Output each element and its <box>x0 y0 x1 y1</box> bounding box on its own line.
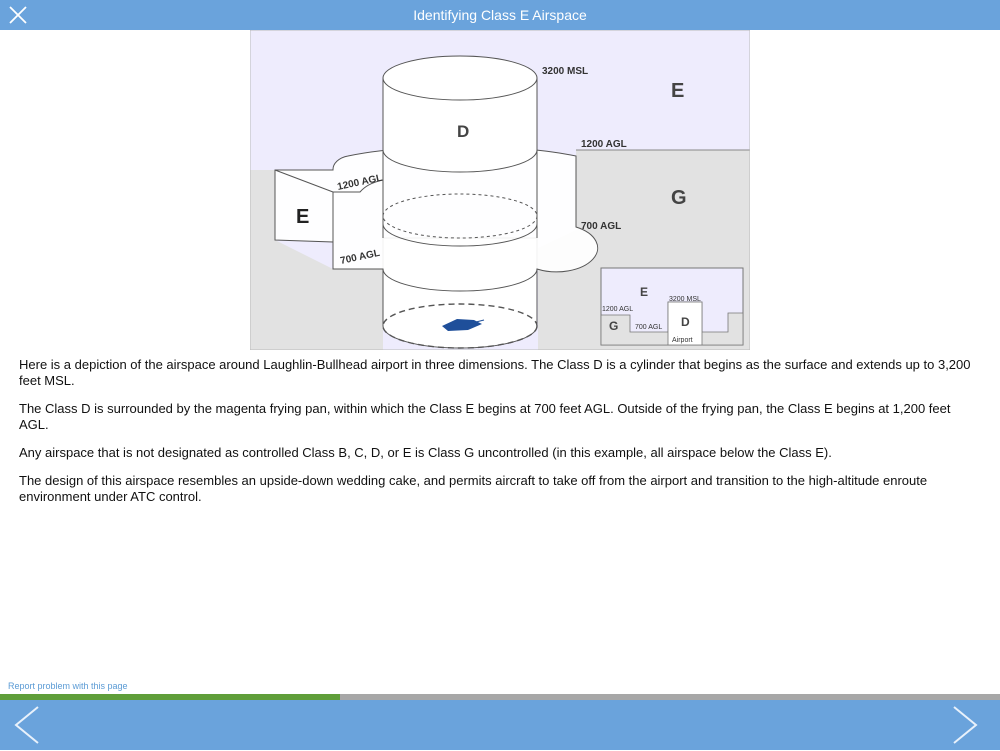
paragraph: The design of this airspace resembles an upside-down wedding cake, and permits aircraft to take off from the airport and transition to the high-altitude enroute environment under ATC control. <box>19 473 928 504</box>
label-3200-msl: 3200 MSL <box>542 66 589 77</box>
inset-label-700-agl: 700 AGL <box>635 324 663 331</box>
header-bar <box>0 0 1000 30</box>
previous-page-button[interactable] <box>10 704 44 746</box>
inset-label-class-e: E <box>640 285 649 299</box>
label-1200-agl-left: 1200 AGL <box>336 172 384 193</box>
label-class-d: D <box>457 122 470 141</box>
inset-label-3200-msl: 3200 MSL <box>669 296 701 303</box>
page-title: Identifying Class E Airspace <box>413 7 587 23</box>
paragraph: Any airspace that is not designated as controlled Class B, C, D, or E is Class G uncontrolled (in this example, all airspace below the Class E). <box>19 445 832 460</box>
airspace-diagram <box>250 30 750 350</box>
inset-diagram <box>601 268 743 345</box>
inset-label-class-g: G <box>609 319 619 333</box>
next-page-button[interactable] <box>948 704 982 746</box>
label-class-e-left: E <box>296 206 310 228</box>
chevron-right-icon <box>948 704 982 746</box>
inset-label-class-d: D <box>681 315 690 329</box>
bottom-nav-bar <box>0 700 1000 750</box>
label-1200-agl-right: 1200 AGL <box>581 139 627 150</box>
label-class-e-top: E <box>671 80 685 102</box>
label-700-agl-right: 700 AGL <box>581 221 622 232</box>
report-problem-link[interactable]: Report problem with this page <box>8 681 128 691</box>
label-700-agl-left: 700 AGL <box>339 247 381 267</box>
paragraph: The Class D is surrounded by the magenta frying pan, within which the Class E begins at 700 feet AGL. Outside of the frying pan, the Class E begins at 1,200 feet AGL. <box>19 401 951 432</box>
paragraph: Here is a depiction of the airspace around Laughlin-Bullhead airport in three dimensions. The Class D is a cylinder that begins as the surface and extends up to 3,200 feet MSL. <box>19 357 971 388</box>
label-class-g: G <box>671 187 687 209</box>
inset-label-airport: Airport <box>672 337 693 344</box>
lesson-text <box>19 357 981 517</box>
inset-label-1200-agl: 1200 AGL <box>602 306 634 313</box>
chevron-left-icon <box>10 704 44 746</box>
